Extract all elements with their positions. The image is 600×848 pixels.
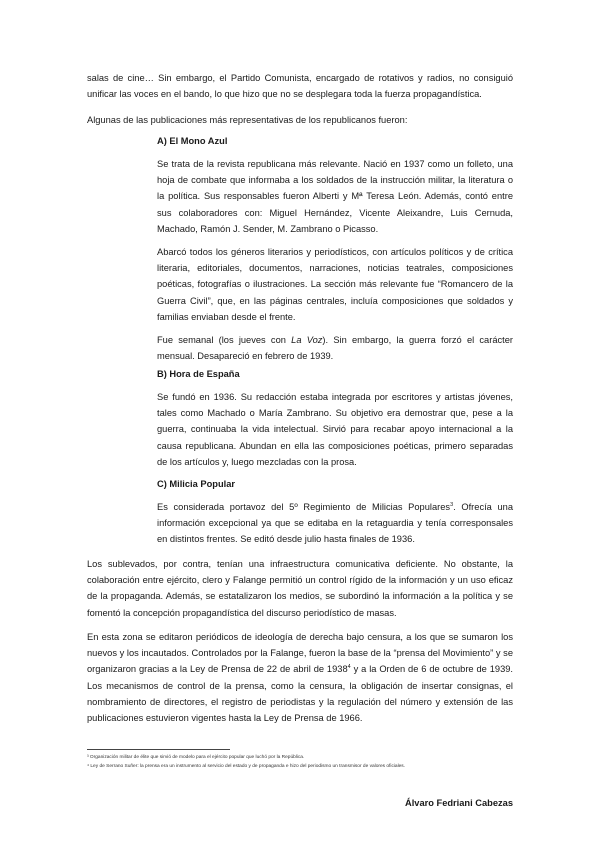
paragraph-mono-azul-2: Abarcó todos los géneros literarios y periodísticos, con artículos políticos y de crítica literaria, editoriales, documentos, narraciones, noticias teatrales, composiciones poéticas, fotografías o ilustraciones. La sección más relevante fue “Romancero de la Guerra Civil”, que, en las páginas centrales, incluía composiciones que soldados y familias enviaban desde el frente. bbox=[157, 247, 513, 322]
heading-milicia-popular: C) Milicia Popular bbox=[157, 479, 236, 489]
footnote-3: ³ Organización militar de élite que sirvió de modelo para el ejército popular que luchó por la República. bbox=[87, 755, 305, 760]
paragraph-mono-azul-3 bbox=[157, 332, 513, 364]
footnote-ref-3: 3 bbox=[450, 501, 454, 508]
author-name: Álvaro Fedriani Cabezas bbox=[405, 798, 513, 808]
heading-el-mono-azul: A) El Mono Azul bbox=[157, 136, 228, 146]
text-run: y a la Orden de 6 de octubre de 1939. Los mecanismos de control de la prensa, como la censura, la obligación de insertar consignas, el nombramiento de directores, el registro de periodistas y la regulación del número y extensión de las publicaciones estuvieron vigentes hasta la Ley de Prensa de 1966. bbox=[87, 664, 513, 724]
italic-title: La Voz bbox=[291, 335, 323, 345]
text-run: En esta zona se editaron periódicos de ideología de derecha bajo censura, a los que se sumaron los nuevos y los incautados. Controlados por la Falange, fueron la base de la “prensa del Movimiento” y se organizaron gracias a la Ley de Prensa de 22 de abril de 1938 bbox=[87, 632, 513, 675]
text-run: ). Sin embargo, la guerra forzó el carácter mensual. Desapareció en febrero de 1939. bbox=[157, 335, 513, 362]
footnote-divider bbox=[87, 749, 230, 750]
paragraph-zona-prensa bbox=[87, 629, 513, 726]
paragraph-milicia-popular bbox=[157, 499, 513, 548]
paragraph-sublevados: Los sublevados, por contra, tenían una infraestructura comunicativa deficiente. No obstante, la colaboración entre ejército, clero y Falange permitió un control rígido de la información y un uso eficaz de la propaganda. Además, se estatalizaron los medios, se subordinó la información a la política y se fomentó la concepción propagandística del discurso periodístico de masas. bbox=[87, 559, 513, 618]
text-run: Fue semanal (los jueves con bbox=[157, 335, 292, 345]
paragraph-mono-azul-1: Se trata de la revista republicana más relevante. Nació en 1937 como un folleto, una hoja de combate que informaba a los soldados de la instrucción militar, la literatura o la política. Sus responsables fueron Alberti y Mª Teresa León. Además, contó entre sus colaboradores con: Miguel Hernández, Vicente Aleixandre, Luis Cernuda, Machado, Ramón J. Sender, M. Zambrano o Picasso. bbox=[157, 159, 513, 234]
paragraph-intro: salas de cine… Sin embargo, el Partido Comunista, encargado de rotativos y radios, no consiguió unificar las voces en el bando, lo que hizo que no se desplegara toda la fuerza propagandística. bbox=[87, 73, 513, 100]
footnote-ref-4: 4 bbox=[347, 664, 351, 671]
paragraph-list-intro: Algunas de las publicaciones más representativas de los republicanos fueron: bbox=[87, 115, 408, 125]
heading-hora-de-espana: B) Hora de España bbox=[157, 369, 240, 379]
paragraph-hora-de-espana: Se fundó en 1936. Su redacción estaba integrada por escritores y artistas jóvenes, tales como Machado o María Zambrano. Su objetivo era demostrar que, pese a la guerra, continuaba la vida intelectual. Sirvió para recabar apoyo internacional a la causa republicana. Abundan en ella las composiciones poéticas, primero separadas de los artículos y, luego mezcladas con la prosa. bbox=[157, 392, 513, 467]
text-run: Es considerada portavoz del 5º Regimiento de Milicias Populares bbox=[157, 502, 451, 512]
footnote-4: ⁴ Ley de Serrano Suñer: la prensa era un instrumento al servicio del estado y de propaganda e hizo del periodismo un transmisor de valores oficiales. bbox=[87, 764, 406, 769]
text-run: . Ofrecía una información excepcional ya que se editaba en la retaguardia y tenía corresponsales en distintos frentes. Se editó desde julio hasta finales de 1936. bbox=[157, 502, 514, 545]
